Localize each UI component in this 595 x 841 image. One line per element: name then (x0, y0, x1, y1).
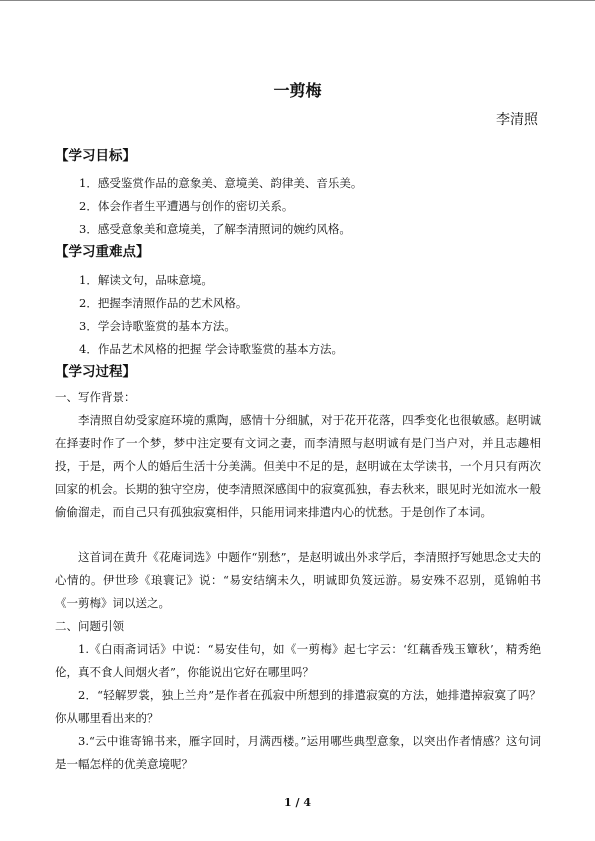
question-item: 1.《白雨斋词话》中说：“易安佳句，如《一剪梅》起七字云：‘红藕香残玉簟秋’，精秀绝伦，真不食人间烟火者”，你能说出它好在哪里吗？ (55, 642, 541, 679)
section-heading-key-points: 【学习重难点】 (55, 244, 150, 260)
section-heading-goals: 【学习目标】 (55, 148, 136, 164)
questions-heading: 二、问题引领 (55, 619, 124, 633)
background-heading: 一、写作背景： (55, 390, 136, 404)
list-item: 1．感受鉴赏作品的意象美、意境美、韵律美、音乐美。 (79, 176, 363, 190)
list-item: 3．学会诗歌鉴赏的基本方法。 (79, 319, 236, 333)
goals-list (79, 172, 362, 241)
background-paragraph: 李清照自幼受家庭环境的熏陶，感情十分细腻，对于花开花落，四季变化也很敏感。赵明诚在择妻时作了一个梦，梦中注定要有文词之妻，而李清照与赵明诚有是门当户对，并且志趣相投，于是，两个人的婚后生活十分美满。但美中不足的是，赵明诚在太学读书，一个月只有两次回家的机会。长期的独守空房，使李清照深感闺中的寂寞孤独，春去秋来，眼见时光如流水一般偷偷溜走，而自己只有孤独寂寞相伴，只能用词来排遣内心的忧愁。于是创作了本词。 (55, 413, 541, 519)
list-item: 1．解读文句，品味意境。 (79, 273, 213, 287)
key-points-list (79, 269, 343, 361)
list-item: 2．把握李清照作品的艺术风格。 (79, 296, 248, 310)
list-item: 4．作品艺术风格的把握 学会诗歌鉴赏的基本方法。 (79, 342, 343, 356)
section-heading-process: 【学习过程】 (55, 364, 136, 380)
document-title: 一剪梅 (273, 81, 322, 100)
author-name: 李清照 (496, 112, 538, 128)
page-number: 1 / 4 (284, 796, 311, 809)
question-item: 3.“云中谁寄锦书来，雁字回时，月满西楼。”运用哪些典型意象，以突出作者情感？这句词是一幅怎样的优美意境呢？ (55, 734, 541, 771)
list-item: 3．感受意象美和意境美，了解李清照词的婉约风格。 (79, 222, 351, 236)
top-rule (0, 0, 595, 1)
list-item: 2．体会作者生平遭遇与创作的密切关系。 (79, 199, 294, 213)
question-item: 2．“轻解罗裳，独上兰舟”是作者在孤寂中所想到的排遣寂寞的方法，她排遣掉寂寞了吗？你从哪里看出来的？ (55, 688, 541, 725)
background-paragraph: 这首词在黄升《花庵词选》中题作“别愁”，是赵明诚出外求学后，李清照抒写她思念丈夫的心情的。伊世珍《琅寰记》说：“易安结缡未久，明诚即负笈远游。易安殊不忍别，觅锦帕书《一剪梅》词以送之。 (55, 550, 541, 610)
